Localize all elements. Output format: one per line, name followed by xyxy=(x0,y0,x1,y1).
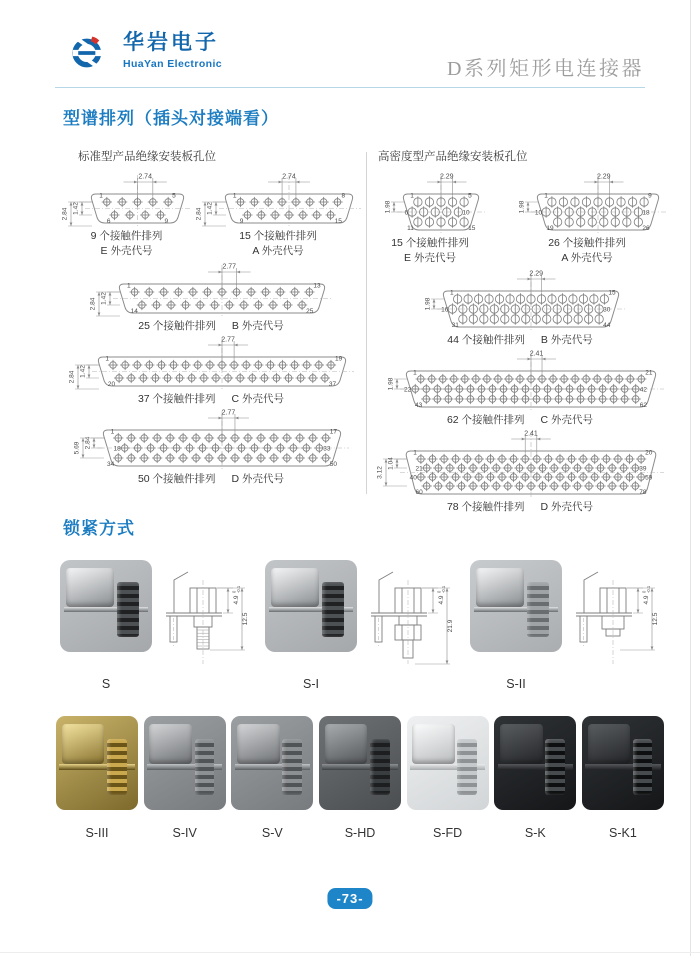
header-divider xyxy=(55,87,645,88)
svg-text:17: 17 xyxy=(329,428,337,436)
svg-text:4.9: 4.9 xyxy=(233,595,240,605)
svg-text:34: 34 xyxy=(107,461,115,468)
locking-method-label: S-I xyxy=(303,677,319,691)
diagram-row xyxy=(372,349,668,427)
diagram-row xyxy=(372,172,668,265)
locking-method-item xyxy=(319,716,401,840)
svg-text:78: 78 xyxy=(639,489,647,496)
locking-method-label: S xyxy=(101,677,111,691)
jackscrew-shape xyxy=(457,739,477,795)
locking-photo-row xyxy=(56,716,664,840)
jackscrew-shape xyxy=(322,582,344,637)
locking-method-item xyxy=(231,716,313,840)
contacts-count-label: 44 个接触件排列 xyxy=(447,334,525,346)
diagram-caption xyxy=(138,318,284,333)
logo-english-name: HuaYan Electronic xyxy=(123,58,222,70)
diagram-caption xyxy=(391,236,469,265)
svg-text:26: 26 xyxy=(642,225,650,232)
shell-code-label: C 外壳代号 xyxy=(540,414,594,426)
svg-text:1.98: 1.98 xyxy=(424,297,432,311)
locking-method-label: S-IV xyxy=(172,826,197,840)
svg-text:1.42: 1.42 xyxy=(79,365,87,378)
svg-text:62: 62 xyxy=(639,402,647,409)
svg-text:1: 1 xyxy=(410,192,414,200)
connector-diagram xyxy=(375,349,665,427)
jackscrew-shape xyxy=(282,739,302,795)
svg-text:22: 22 xyxy=(404,386,412,394)
diagram-row xyxy=(60,262,362,333)
locking-method-item xyxy=(407,716,489,840)
svg-text:21: 21 xyxy=(645,369,653,377)
svg-text:12.5: 12.5 xyxy=(242,612,249,626)
diagram-row xyxy=(372,429,668,514)
svg-text:5: 5 xyxy=(468,192,472,200)
jackscrew-shape xyxy=(107,739,127,795)
svg-text:2.77: 2.77 xyxy=(221,336,235,344)
svg-text:15: 15 xyxy=(608,289,616,297)
svg-text:19: 19 xyxy=(546,225,554,232)
connector-diagram-svg xyxy=(412,269,628,331)
svg-text:1.04: 1.04 xyxy=(387,457,395,470)
section-title-locking: 锁紧方式 xyxy=(63,519,135,538)
connector-diagram-svg xyxy=(60,172,193,227)
connector-diagram-svg xyxy=(375,429,665,498)
diagram-caption xyxy=(447,499,593,514)
svg-text:2.84: 2.84 xyxy=(89,297,97,311)
document-title: D系列矩形电连接器 xyxy=(447,58,644,80)
contacts-count-label: 9 个接触件排列 xyxy=(90,230,163,242)
diagram-caption xyxy=(447,412,593,427)
shell-code-label: B 外壳代号 xyxy=(231,320,284,332)
page-number-badge: -73- xyxy=(327,888,372,909)
svg-text:2.74: 2.74 xyxy=(138,173,152,181)
connector-diagram-svg xyxy=(67,335,355,390)
locking-method-item xyxy=(494,716,576,840)
svg-text:9: 9 xyxy=(239,218,244,225)
jackscrew-shape xyxy=(545,739,565,795)
svg-text:33: 33 xyxy=(323,445,331,453)
contacts-count-label: 15 个接触件排列 xyxy=(239,230,317,242)
contacts-count-label: 25 个接触件排列 xyxy=(138,320,216,332)
svg-text:9: 9 xyxy=(164,218,169,225)
connector-shell-shape xyxy=(500,724,543,763)
diagram-row xyxy=(60,172,362,258)
connector-diagram-svg xyxy=(372,172,488,234)
connector-diagram xyxy=(372,172,488,265)
connector-shell-shape xyxy=(237,724,280,763)
diagram-row xyxy=(372,269,668,347)
svg-text:2.41: 2.41 xyxy=(524,430,538,438)
svg-text:2.77: 2.77 xyxy=(221,409,236,417)
standard-column-heading: 标准型产品绝缘安装板孔位 xyxy=(78,151,216,163)
locking-method-label: S-III xyxy=(85,826,109,840)
locking-drawing-row xyxy=(60,560,660,691)
svg-text:6: 6 xyxy=(404,209,409,217)
column-divider xyxy=(366,152,367,494)
svg-text:16: 16 xyxy=(441,306,449,314)
svg-text:44: 44 xyxy=(603,322,611,329)
svg-text:37: 37 xyxy=(328,381,337,388)
connector-photo xyxy=(265,560,357,652)
connector-photo xyxy=(60,560,152,652)
svg-text:43: 43 xyxy=(415,402,423,409)
huayan-logo-icon xyxy=(72,30,114,76)
high-density-column-heading: 高密度型产品绝缘安装板孔位 xyxy=(378,151,528,163)
locking-method-label: S-FD xyxy=(433,826,463,840)
svg-text:39: 39 xyxy=(639,465,647,473)
svg-text:14: 14 xyxy=(130,308,138,315)
connector-diagram-svg xyxy=(194,172,362,227)
shell-code-label: E 外壳代号 xyxy=(100,245,153,257)
diagram-row xyxy=(60,408,362,486)
svg-text:1.98: 1.98 xyxy=(387,377,395,391)
svg-text:1: 1 xyxy=(99,192,103,200)
contacts-count-label: 15 个接触件排列 xyxy=(391,237,469,249)
locking-drawing xyxy=(154,560,250,672)
jackscrew-shape xyxy=(633,739,653,795)
svg-text:-0.1: -0.1 xyxy=(441,585,447,593)
svg-text:6: 6 xyxy=(106,218,111,225)
connector-shell-shape xyxy=(588,724,631,763)
connector-shell-shape xyxy=(62,724,105,763)
svg-text:2.74: 2.74 xyxy=(282,173,296,181)
connector-shell-shape xyxy=(271,568,319,607)
svg-text:2.84: 2.84 xyxy=(68,370,76,384)
locking-method-label: S-V xyxy=(261,826,283,840)
svg-text:2.77: 2.77 xyxy=(222,263,237,271)
connector-diagram xyxy=(72,408,350,486)
svg-text:50: 50 xyxy=(329,461,337,468)
connector-diagram xyxy=(506,172,668,265)
svg-text:2.29: 2.29 xyxy=(596,173,611,181)
standard-column xyxy=(60,148,362,488)
locking-drawing xyxy=(359,560,455,672)
contact-pins xyxy=(410,374,646,404)
shell-code-label: D 外壳代号 xyxy=(540,501,594,513)
diagram-caption xyxy=(239,229,317,258)
locking-method-label: S-HD xyxy=(344,826,376,840)
svg-text:1: 1 xyxy=(110,428,115,436)
locking-method-item xyxy=(60,560,250,691)
svg-text:1.42: 1.42 xyxy=(72,202,80,215)
svg-text:1.42: 1.42 xyxy=(100,292,108,305)
svg-text:4.9: 4.9 xyxy=(643,595,650,605)
diagram-caption xyxy=(138,471,284,486)
svg-text:2.29: 2.29 xyxy=(529,270,544,278)
svg-text:25: 25 xyxy=(306,308,314,315)
connector-shell-shape xyxy=(412,724,455,763)
svg-text:1: 1 xyxy=(105,355,110,363)
svg-text:5: 5 xyxy=(172,192,176,200)
locking-drawing xyxy=(564,560,660,672)
connector-photo xyxy=(582,716,664,810)
svg-text:13: 13 xyxy=(313,282,321,290)
locking-item-visuals xyxy=(60,560,250,672)
svg-text:2.84: 2.84 xyxy=(195,207,203,221)
company-logo xyxy=(72,30,222,76)
contacts-count-label: 37 个接触件排列 xyxy=(137,393,216,405)
svg-text:18: 18 xyxy=(113,445,121,453)
shell-code-label: D 外壳代号 xyxy=(231,473,285,485)
svg-text:40: 40 xyxy=(409,474,417,482)
jackscrew-shape xyxy=(527,582,549,637)
page-edge xyxy=(0,952,700,953)
svg-text:5.69: 5.69 xyxy=(73,441,81,455)
shell-code-label: B 外壳代号 xyxy=(540,334,593,346)
connector-diagram-svg xyxy=(375,349,665,411)
svg-text:31: 31 xyxy=(451,322,459,329)
diagram-caption xyxy=(548,236,626,265)
connector-photo xyxy=(56,716,138,810)
locking-method-item xyxy=(582,716,664,840)
contacts-count-label: 62 个接触件排列 xyxy=(446,414,525,426)
locking-method-item xyxy=(56,716,138,840)
locking-method-label: S-II xyxy=(506,677,526,691)
connector-diagram-svg xyxy=(506,172,668,234)
logo-chinese-name: 华岩电子 xyxy=(123,31,219,54)
contacts-count-label: 50 个接触件排列 xyxy=(137,473,216,485)
jackscrew-shape xyxy=(370,739,390,795)
connector-diagram-svg xyxy=(88,262,334,317)
connector-shell-shape xyxy=(149,724,192,763)
contacts-count-label: 26 个接触件排列 xyxy=(548,237,626,249)
svg-text:11: 11 xyxy=(407,225,414,232)
jackscrew-shape xyxy=(195,739,215,795)
page-edge xyxy=(690,0,691,956)
jackscrew-shape xyxy=(117,582,139,637)
high-density-column xyxy=(372,148,668,516)
connector-photo xyxy=(407,716,489,810)
diagram-caption xyxy=(138,391,284,406)
svg-text:60: 60 xyxy=(415,489,423,496)
svg-text:0: 0 xyxy=(436,590,442,593)
svg-text:1.98: 1.98 xyxy=(518,200,526,214)
svg-text:4.9: 4.9 xyxy=(438,595,445,605)
svg-text:1: 1 xyxy=(127,282,131,290)
locking-method-item xyxy=(144,716,226,840)
svg-text:-0.1: -0.1 xyxy=(236,585,242,593)
svg-text:2.29: 2.29 xyxy=(439,173,454,181)
svg-text:20: 20 xyxy=(107,381,116,388)
connector-diagram xyxy=(60,172,193,258)
svg-text:59: 59 xyxy=(645,474,653,482)
connector-diagram xyxy=(412,269,628,347)
svg-text:1: 1 xyxy=(544,192,548,200)
locking-item-visuals xyxy=(265,560,455,672)
svg-text:21.9: 21.9 xyxy=(447,619,454,633)
connector-diagram xyxy=(88,262,334,333)
svg-text:1.98: 1.98 xyxy=(384,200,392,214)
svg-text:10: 10 xyxy=(534,209,543,217)
connector-diagram-svg xyxy=(72,408,350,470)
locking-method-item xyxy=(470,560,660,691)
section-title-spectrum: 型谱排列（插头对接端看） xyxy=(63,109,279,128)
contacts-count-label: 78 个接触件排列 xyxy=(446,501,525,513)
connector-diagram xyxy=(67,335,355,406)
svg-text:15: 15 xyxy=(334,218,342,225)
svg-text:2.84: 2.84 xyxy=(84,436,92,450)
svg-text:21: 21 xyxy=(415,465,423,473)
svg-text:0: 0 xyxy=(641,590,647,593)
svg-text:3.12: 3.12 xyxy=(376,466,384,479)
svg-text:20: 20 xyxy=(645,449,653,457)
svg-text:8: 8 xyxy=(341,192,346,200)
logo-text xyxy=(123,30,222,70)
svg-text:15: 15 xyxy=(468,225,476,232)
connector-photo xyxy=(319,716,401,810)
connector-photo xyxy=(494,716,576,810)
svg-text:1: 1 xyxy=(449,289,454,297)
svg-text:1: 1 xyxy=(413,449,417,457)
connector-shell-shape xyxy=(476,568,524,607)
connector-shell-shape xyxy=(325,724,368,763)
locking-item-visuals xyxy=(470,560,660,672)
connector-photo xyxy=(144,716,226,810)
svg-text:19: 19 xyxy=(334,355,343,363)
shell-code-label: A 外壳代号 xyxy=(561,252,613,264)
svg-text:1: 1 xyxy=(413,369,417,377)
connector-photo xyxy=(470,560,562,652)
connector-shell-shape xyxy=(66,568,114,607)
svg-text:12.5: 12.5 xyxy=(652,612,659,626)
svg-text:10: 10 xyxy=(462,209,470,217)
connector-photo xyxy=(231,716,313,810)
svg-text:9: 9 xyxy=(648,192,652,200)
svg-text:2.41: 2.41 xyxy=(529,350,544,358)
locking-method-item xyxy=(265,560,455,691)
locking-method-label: S-K xyxy=(524,826,546,840)
svg-text:30: 30 xyxy=(603,306,611,314)
svg-text:0: 0 xyxy=(231,590,237,593)
svg-text:2.84: 2.84 xyxy=(61,207,69,221)
shell-code-label: E 外壳代号 xyxy=(404,252,456,264)
diagram-caption xyxy=(447,332,593,347)
svg-text:-0.1: -0.1 xyxy=(646,585,652,593)
diagram-row xyxy=(60,335,362,406)
locking-method-label: S-K1 xyxy=(609,826,637,840)
diagram-caption xyxy=(91,229,163,258)
shell-code-label: A 外壳代号 xyxy=(252,245,304,257)
svg-text:42: 42 xyxy=(639,386,647,394)
svg-text:1.42: 1.42 xyxy=(206,202,214,215)
connector-diagram xyxy=(375,429,665,514)
connector-diagram xyxy=(194,172,362,258)
svg-text:1: 1 xyxy=(232,192,237,200)
svg-text:18: 18 xyxy=(642,209,650,217)
shell-code-label: C 外壳代号 xyxy=(231,393,285,405)
